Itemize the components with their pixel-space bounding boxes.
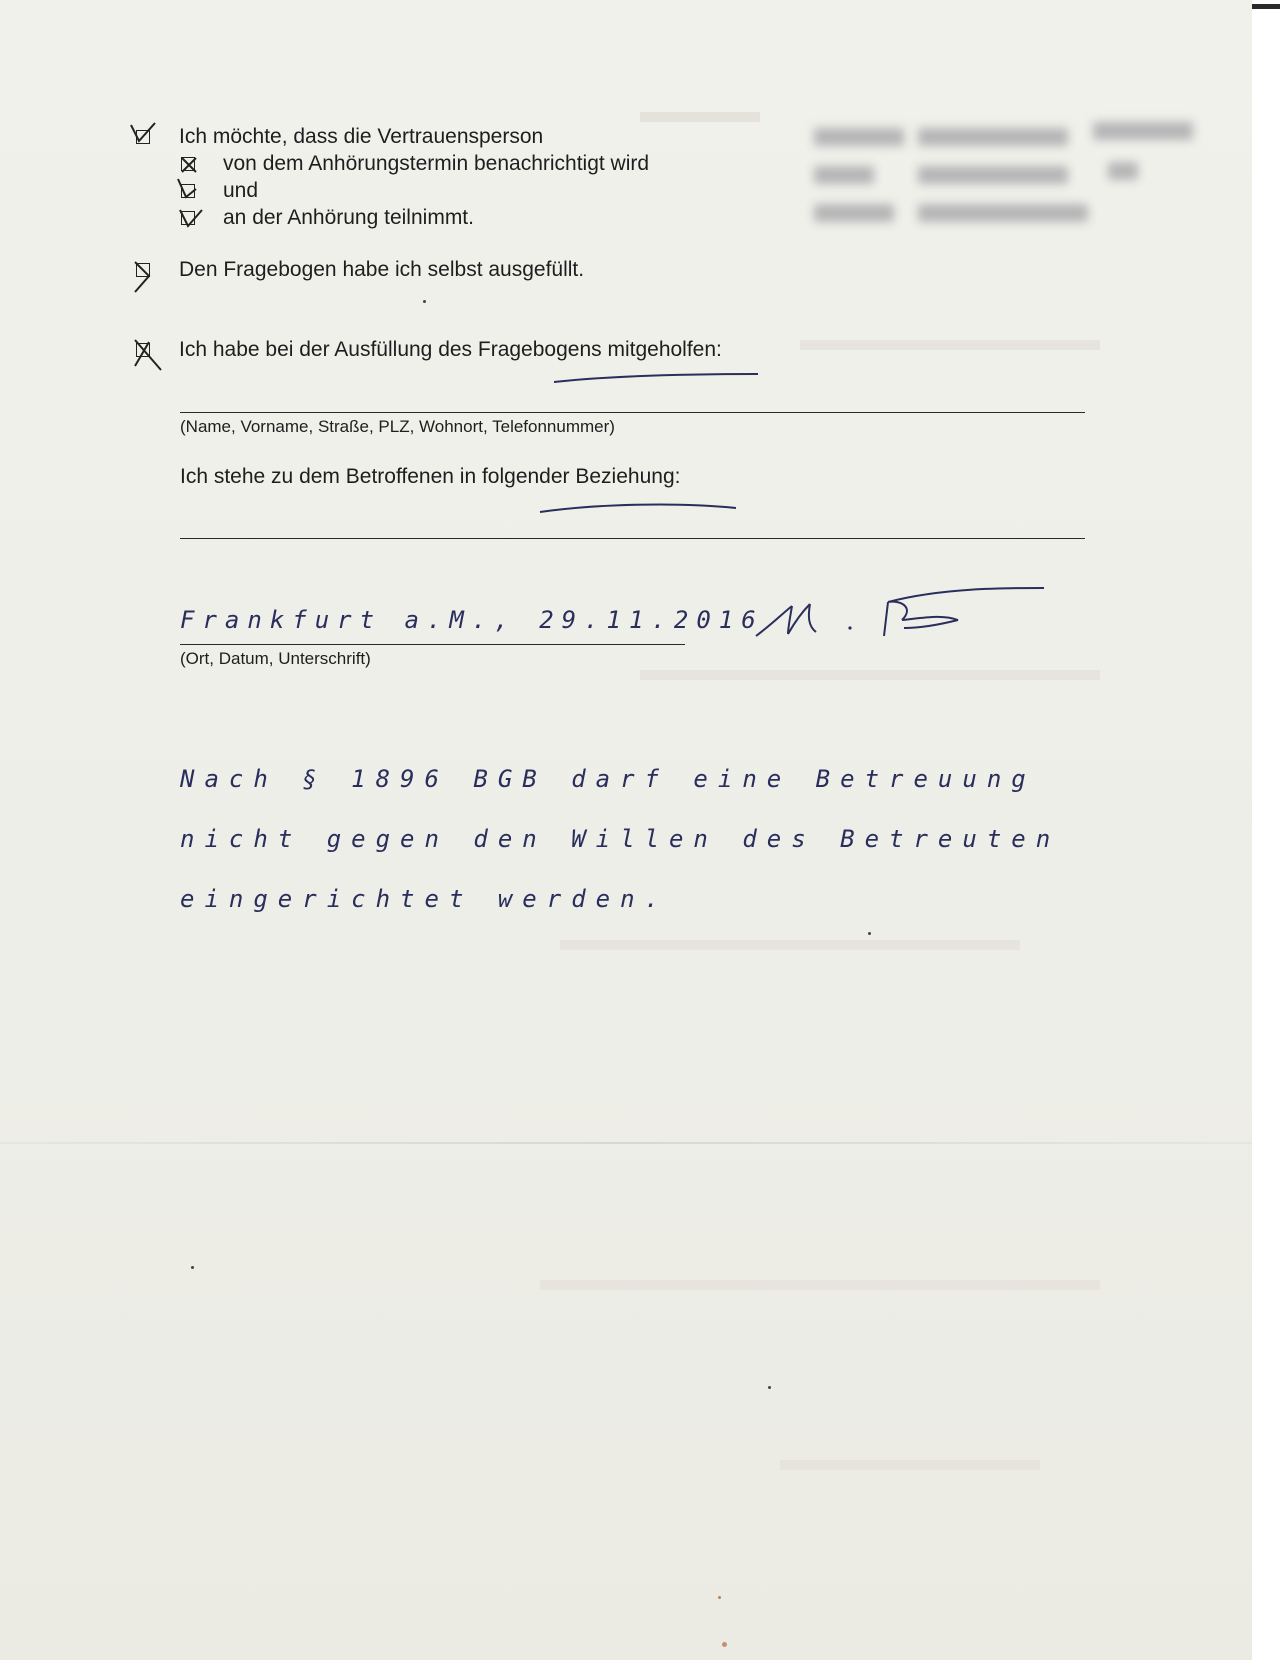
bleed-through [640,670,1100,680]
check-mark-icon [129,256,159,296]
scan-edge [1252,0,1280,1660]
handwritten-note-line: nicht gegen den Willen des Betreuten [180,825,1061,853]
bleed-through [540,1280,1100,1290]
helper-input-line[interactable] [180,412,1085,413]
handwritten-note-line: Nach § 1896 BGB darf eine Betreuung [180,765,1036,793]
bleed-through [780,1460,1040,1470]
scan-speck [423,300,426,303]
signature-field-hint: (Ort, Datum, Unterschrift) [180,649,371,668]
relationship-input-line[interactable] [180,538,1085,539]
scan-speck [868,932,871,935]
signature [752,584,1052,644]
self-filled-label: Den Fragebogen habe ich selbst ausgefüllt. [179,258,585,281]
checkbox-attend[interactable] [181,211,195,225]
trust-person-heading: Ich möchte, dass die Vertrauensperson [179,125,544,148]
pen-stroke [550,370,770,388]
check-mark-icon [174,177,204,207]
check-mark-icon [174,204,204,234]
cross-mark-icon [174,150,204,180]
helper-field-hint: (Name, Vorname, Straße, PLZ, Wohnort, Telefonnummer) [180,417,615,436]
option-attend: an der Anhörung teilnimmt. [223,206,474,229]
helped-label: Ich habe bei der Ausfüllung des Fragebogens mitgeholfen: [179,338,722,361]
pen-stroke [536,500,746,516]
option-notify: von dem Anhörungstermin benachrichtigt wird [223,152,650,175]
scan-edge-mark [1252,4,1280,9]
checkbox-self-filled[interactable] [136,263,150,277]
handwritten-place-date: Frankfurt a.M., 29.11.2016 [180,606,764,634]
relationship-label: Ich stehe zu dem Betroffenen in folgender Beziehung: [180,465,681,488]
checkbox-notify[interactable] [181,157,195,171]
option-und: und [223,179,259,202]
scan-speck [718,1596,721,1599]
bleed-through [800,340,1100,350]
redacted-address [808,118,1198,230]
check-mark-icon [129,123,159,153]
paper-fold [0,1142,1252,1144]
signature-line[interactable] [180,644,685,645]
checkbox-und[interactable] [181,184,195,198]
scan-speck [191,1266,194,1269]
scan-speck [722,1642,727,1647]
bleed-through [640,112,760,122]
checkbox-helped[interactable] [136,343,150,357]
checkbox-trust-person[interactable] [136,130,150,144]
cross-mark-icon [129,336,165,376]
handwritten-note-line: eingerichtet werden. [180,885,669,913]
scan-speck [768,1386,771,1389]
bleed-through [560,940,1020,950]
